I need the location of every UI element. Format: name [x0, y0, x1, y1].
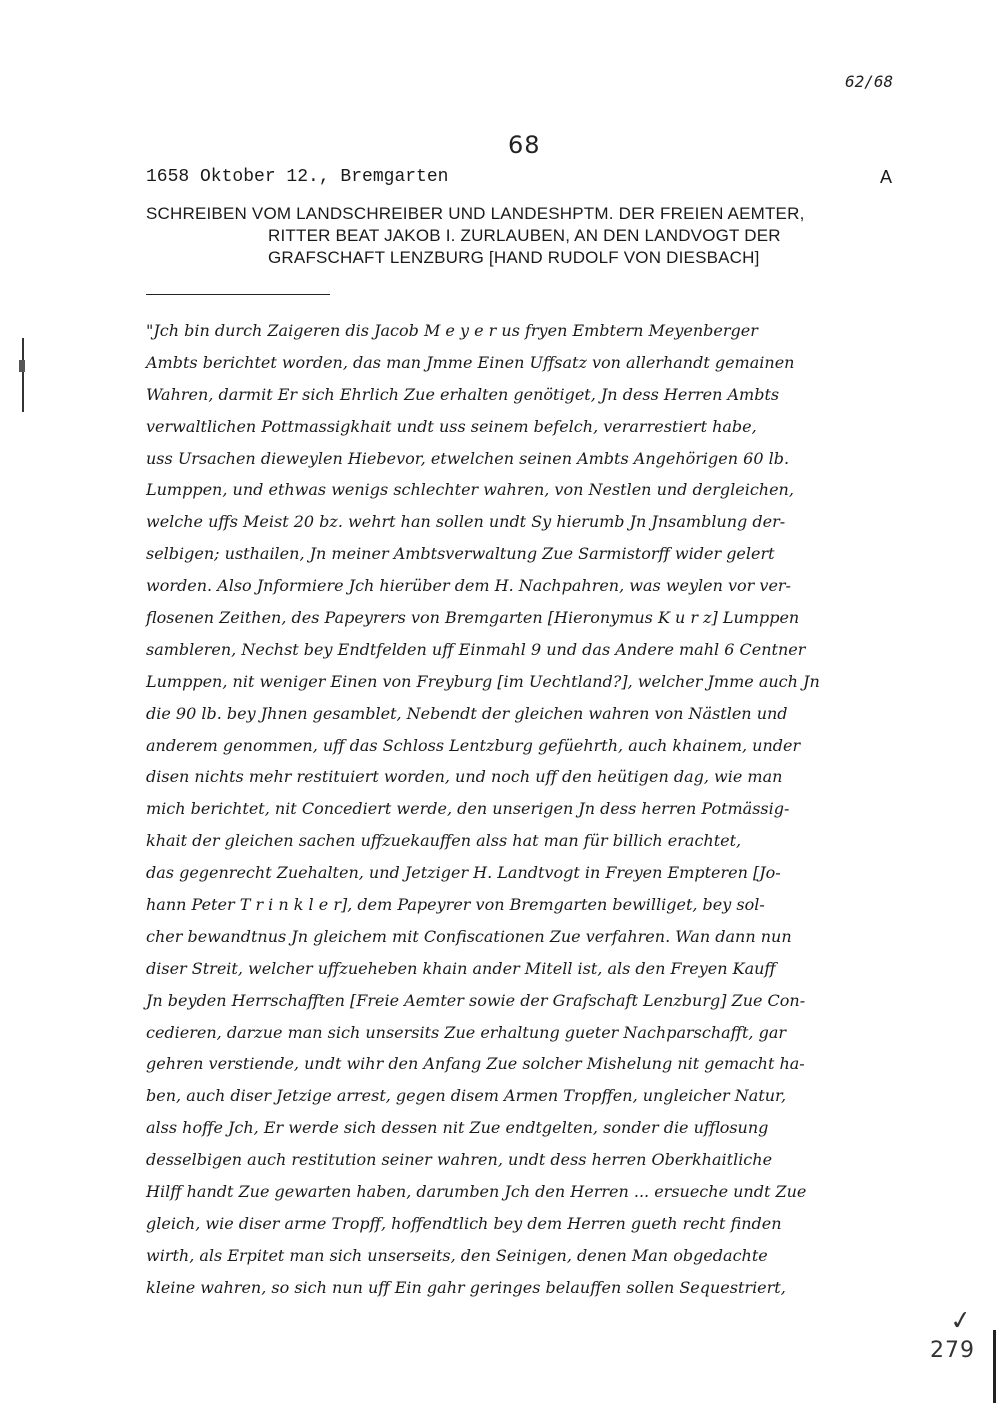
- body-line: flosenen Zeithen, des Papeyrers von Bremgarten [Hieronymus K u r z] Lumppen: [146, 608, 800, 628]
- heading-line-2: RITTER BEAT JAKOB I. ZURLAUBEN, AN DEN LANDVOGT DER: [268, 226, 781, 245]
- document-heading: [146, 203, 906, 269]
- body-line: Hilff handt Zue gewarten haben, darumben Jch den Herren ... ersueche undt Zue: [146, 1182, 807, 1202]
- margin-mark-accent: [19, 360, 25, 372]
- margin-mark: [22, 338, 24, 412]
- letter-body: [146, 315, 946, 1304]
- body-line: cher bewandtnus Jn gleichem mit Confiscationen Zue verfahren. Wan dann nun: [146, 926, 792, 946]
- body-line: cedieren, darzue man sich unsersits Zue erhaltung gueter Nachparschafft, gar: [146, 1022, 787, 1042]
- separator-rule: [146, 294, 330, 295]
- body-line: uss Ursachen dieweylen Hiebevor, etwelchen seinen Ambts Angehörigen 60 lb.: [146, 448, 790, 468]
- body-line: Lumppen, und ethwas wenigs schlechter wahren, von Nestlen und dergleichen,: [146, 480, 794, 500]
- body-line: Jn beyden Herrschafften [Freie Aemter sowie der Grafschaft Lenzburg] Zue Con-: [146, 990, 806, 1010]
- body-line: verwaltlichen Pottmassigkhait undt uss seinem befelch, verarrestiert habe,: [146, 416, 757, 436]
- body-line: Ambts berichtet worden, das man Jmme Einen Uffsatz von allerhandt gemainen: [146, 352, 795, 372]
- body-line: desselbigen auch restitution seiner wahren, undt dess herren Oberkhaitliche: [146, 1150, 773, 1170]
- handwritten-page-number: 68: [508, 131, 541, 159]
- body-line: gleich, wie diser arme Tropff, hoffendtlich bey dem Herren gueth recht finden: [146, 1213, 782, 1233]
- body-line: disen nichts mehr restituiert worden, und noch uff den heütigen dag, wie man: [146, 767, 783, 787]
- body-line: sambleren, Nechst bey Endtfelden uff Einmahl 9 und das Andere mahl 6 Centner: [146, 639, 806, 659]
- page-reference: 62/68: [845, 72, 894, 91]
- body-line: "Jch bin durch Zaigeren dis Jacob M e y e r us fryen Embtern Meyenberger: [146, 321, 758, 340]
- check-mark: ✓: [948, 1304, 974, 1338]
- body-line: worden. Also Jnformiere Jch hierüber dem H. Nachpahren, was weylen vor ver-: [146, 576, 791, 596]
- document-letter: A: [880, 167, 893, 187]
- heading-line-1: SCHREIBEN VOM LANDSCHREIBER UND LANDESHPTM. DER FREIEN AEMTER,: [146, 204, 805, 223]
- body-line: khait der gleichen sachen uffzuekauffen alss hat man für billich erachtet,: [146, 831, 742, 851]
- body-line: wirth, als Erpitet man sich unserseits, den Seinigen, denen Man obgedachte: [146, 1245, 768, 1265]
- body-line: welche uffs Meist 20 bz. wehrt han sollen undt Sy hierumb Jn Jnsamblung der-: [146, 512, 786, 532]
- body-line: mich berichtet, nit Concediert werde, den unserigen Jn dess herren Potmässig-: [146, 799, 790, 819]
- body-line: kleine wahren, so sich nun uff Ein gahr geringes belauffen sollen Sequestriert,: [146, 1277, 786, 1297]
- scan-edge: [993, 1330, 996, 1403]
- body-line: Lumppen, nit weniger Einen von Freyburg [im Uechtland?], welcher Jmme auch Jn: [146, 671, 820, 691]
- body-line: selbigen; usthailen, Jn meiner Ambtsverwaltung Zue Sarmistorff wider gelert: [146, 544, 775, 564]
- body-line: ben, auch diser Jetzige arrest, gegen disem Armen Tropffen, ungleicher Natur,: [146, 1086, 787, 1106]
- body-line: anderem genommen, uff das Schloss Lentzburg gefüehrth, auch khainem, under: [146, 735, 801, 755]
- heading-line-3: GRAFSCHAFT LENZBURG [HAND RUDOLF VON DIESBACH]: [268, 248, 760, 267]
- body-line: die 90 lb. bey Jhnen gesamblet, Nebendt der gleichen wahren von Nästlen und: [146, 703, 788, 723]
- body-line: diser Streit, welcher uffzueheben khain ander Mitell ist, als den Freyen Kauff: [146, 958, 776, 978]
- body-line: Wahren, darmit Er sich Ehrlich Zue erhalten genötiget, Jn dess Herren Ambts: [146, 384, 780, 404]
- body-line: alss hoffe Jch, Er werde sich dessen nit Zue endtgelten, sonder die ufflosung: [146, 1118, 769, 1138]
- body-line: das gegenrecht Zuehalten, und Jetziger H. Landtvogt in Freyen Empteren [Jo-: [146, 863, 781, 883]
- handwritten-folio-number: 279: [930, 1338, 975, 1363]
- body-line: hann Peter T r i n k l e r], dem Papeyrer von Bremgarten bewilliget, bey sol-: [146, 895, 765, 915]
- dateline: 1658 Oktober 12., Bremgarten: [146, 167, 449, 187]
- body-line: gehren verstiende, undt wihr den Anfang Zue solcher Mishelung nit gemacht ha-: [146, 1054, 805, 1074]
